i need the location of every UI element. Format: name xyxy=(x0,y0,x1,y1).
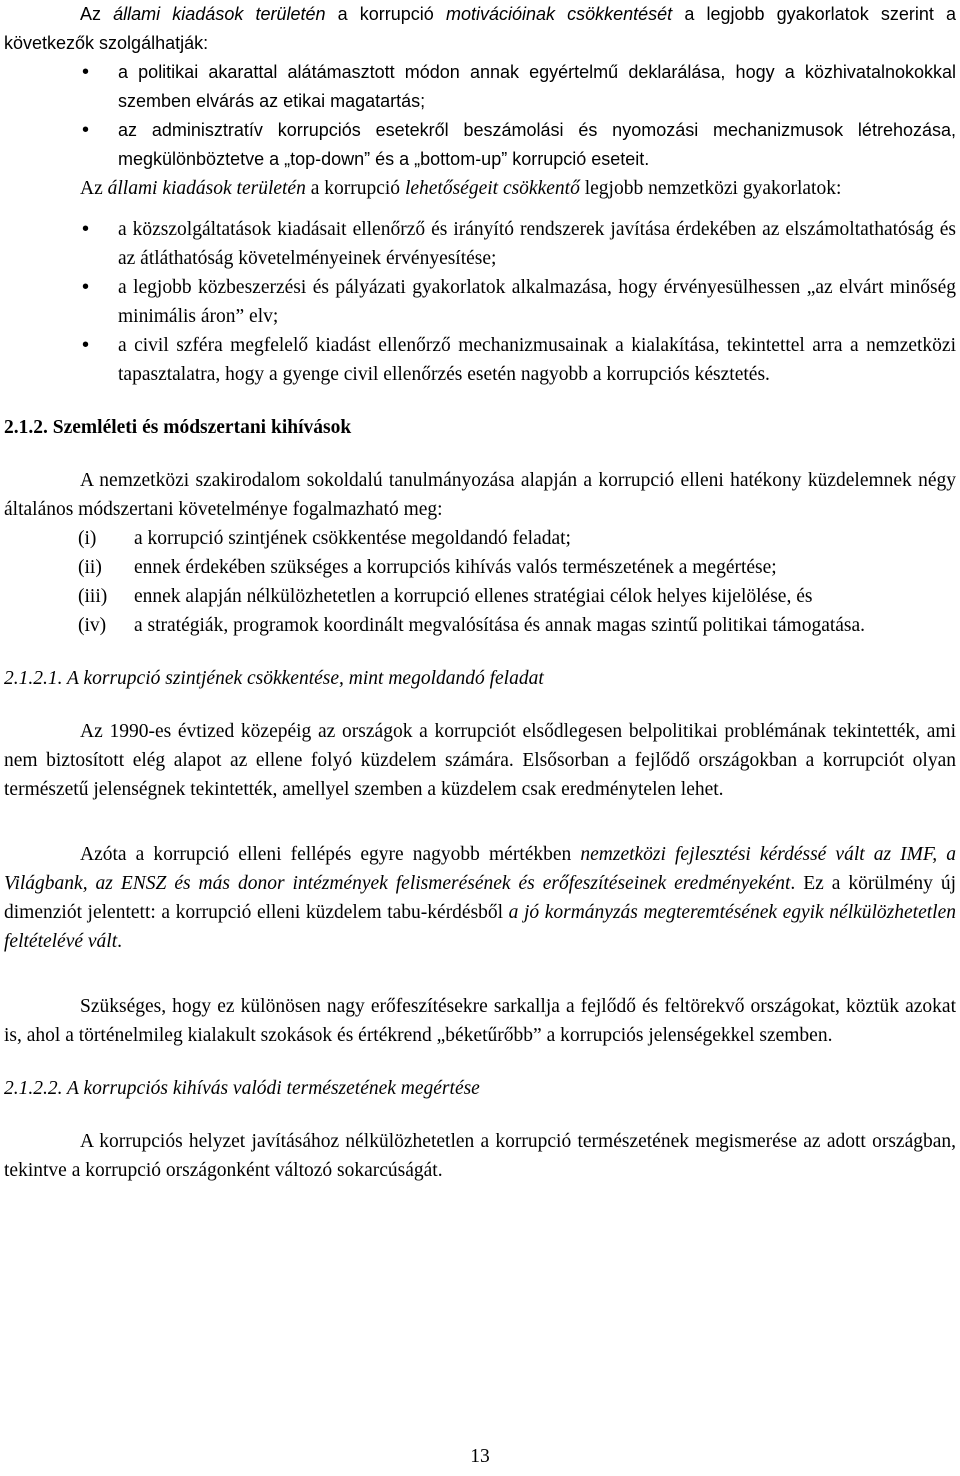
text-span: a korrupció xyxy=(325,4,446,24)
roman-list xyxy=(4,524,956,640)
roman-text: a korrupció szintjének csökkentése megoldandó feladat; xyxy=(134,528,571,549)
text-span: . xyxy=(117,931,123,952)
document-page xyxy=(4,0,956,1185)
roman-numeral: (iii) xyxy=(78,586,108,607)
roman-item xyxy=(4,553,956,582)
bullet-list-1 xyxy=(4,58,956,174)
section-heading: 2.1.2. Szemléleti és módszertani kihívások xyxy=(4,417,352,438)
bullet-item: • a legjobb közbeszerzési és pályázati gyakorlatok alkalmazása, hogy érvényesülhessen „az elvárt minőség minimális áron” elv; xyxy=(4,273,956,331)
roman-text: ennek alapján nélkülözhetetlen a korrupció ellenes stratégiai célok helyes kijelölése, és xyxy=(134,586,813,607)
spacer xyxy=(4,956,956,992)
roman-item xyxy=(4,582,956,611)
text-span: Az xyxy=(80,178,108,199)
italic-span: nemzetközi fejlesztési kérdéssé vált az IMF, a Világbank, az ENSZ és más donor intézmények felismerésének és erőfeszítéseinek eredményeként xyxy=(4,844,956,894)
text-span: Azóta a korrupció elleni fellépés egyre nagyobb mértékben xyxy=(80,844,581,865)
text-span: legjobb nemzetközi gyakorlatok: xyxy=(579,178,842,199)
spacer xyxy=(4,640,956,664)
italic-span: lehetőségeit csökkentő xyxy=(404,178,580,199)
spacer xyxy=(4,389,956,413)
italic-span: a jó kormányzás megteremtésének egyik nélkülözhetetlen feltételévé vált xyxy=(4,902,956,952)
subsection-heading: 2.1.2.2. A korrupciós kihívás valódi természetének megértése xyxy=(4,1078,480,1099)
spacer xyxy=(4,203,956,215)
body-paragraph: Az 1990-es évtized közepéig az országok a korrupciót elsődlegesen belpolitikai problémának tekintették, ami nem biztosított elég alapot az ellene folyó küzdelem számára. Elsősorban a fejlődő országokban a korrupciót olyan természetű jelenségnek tekintették, amellyel szemben a küzdelem csak eredménytelen lehet. xyxy=(4,721,956,800)
spacer xyxy=(4,693,956,717)
body-paragraph: A korrupciós helyzet javításához nélkülözhetetlen a korrupció természetének megismerése az adott országban, tekintve a korrupció országonként változó sokarcúságát. xyxy=(4,1131,956,1181)
spacer xyxy=(4,1103,956,1127)
italic-span: motivációinak csökkentését xyxy=(445,4,673,24)
body-paragraph: Szükséges, hogy ez különösen nagy erőfeszítésekre sarkallja a fejlődő és feltörekvő országokat, köztük azokat is, ahol a történelmileg kialakult szokások és értékrend „béketűrőbb” a korrupciós jelenségekkel szemben. xyxy=(4,996,956,1046)
bullet-item: • a közszolgáltatások kiadásait ellenőrző és irányító rendszerek javítása érdekében az elszámoltathatóság és az átláthatóság követelményeinek érvényesítése; xyxy=(4,215,956,273)
spacer xyxy=(4,442,956,466)
page-number: 13 xyxy=(470,1446,490,1467)
text-span: . Ez a körülmény új dimenziót jelentett: a korrupció elleni küzdelem tabu-kérdésből xyxy=(4,873,956,923)
intro-paragraph-2 xyxy=(4,174,956,203)
roman-text: a stratégiák, programok koordinált megvalósítása és annak magas szintű politikai támogatása. xyxy=(134,615,866,636)
italic-span: állami kiadások területén xyxy=(113,4,326,24)
text-span: a legjobb gyakorlatok szerint a következők szolgálhatják: xyxy=(4,4,956,53)
roman-numeral: (iv) xyxy=(78,615,107,636)
intro-paragraph-1 xyxy=(4,0,956,58)
body-paragraph: A nemzetközi szakirodalom sokoldalú tanulmányozása alapján a korrupció elleni hatékony küzdelemnek négy általános módszertani követelménye fogalmazható meg: xyxy=(4,470,956,520)
bullet-item: • a civil szféra megfelelő kiadást ellenőrző mechanizmusainak a kialakítása, tekintettel arra a nemzetközi tapasztalatra, hogy a gyenge civil ellenőrzés esetén nagyobb a korrupciós késztetés. xyxy=(4,331,956,389)
roman-text: ennek érdekében szükséges a korrupciós kihívás valós természetének a megértése; xyxy=(134,557,777,578)
roman-item xyxy=(4,611,956,640)
roman-item xyxy=(4,524,956,553)
italic-span: állami kiadások területén xyxy=(107,178,306,199)
bullet-item: • az adminisztratív korrupciós esetekről beszámolási és nyomozási mechanizmusok létrehozása, megkülönböztetve a „top-down” és a „bottom-up” korrupció eseteit. xyxy=(4,116,956,174)
spacer xyxy=(4,804,956,840)
spacer xyxy=(4,1050,956,1074)
roman-numeral: (ii) xyxy=(78,557,102,578)
roman-numeral: (i) xyxy=(78,528,97,549)
bullet-list-2 xyxy=(4,215,956,389)
body-paragraph xyxy=(4,840,956,956)
text-span: a korrupció xyxy=(305,178,405,199)
text-span: Az xyxy=(80,4,114,24)
subsection-heading: 2.1.2.1. A korrupció szintjének csökkentése, mint megoldandó feladat xyxy=(4,668,544,689)
bullet-item: • a politikai akarattal alátámasztott módon annak egyértelmű deklarálása, hogy a közhivatalnokokkal szemben elvárás az etikai magatartás; xyxy=(4,58,956,116)
